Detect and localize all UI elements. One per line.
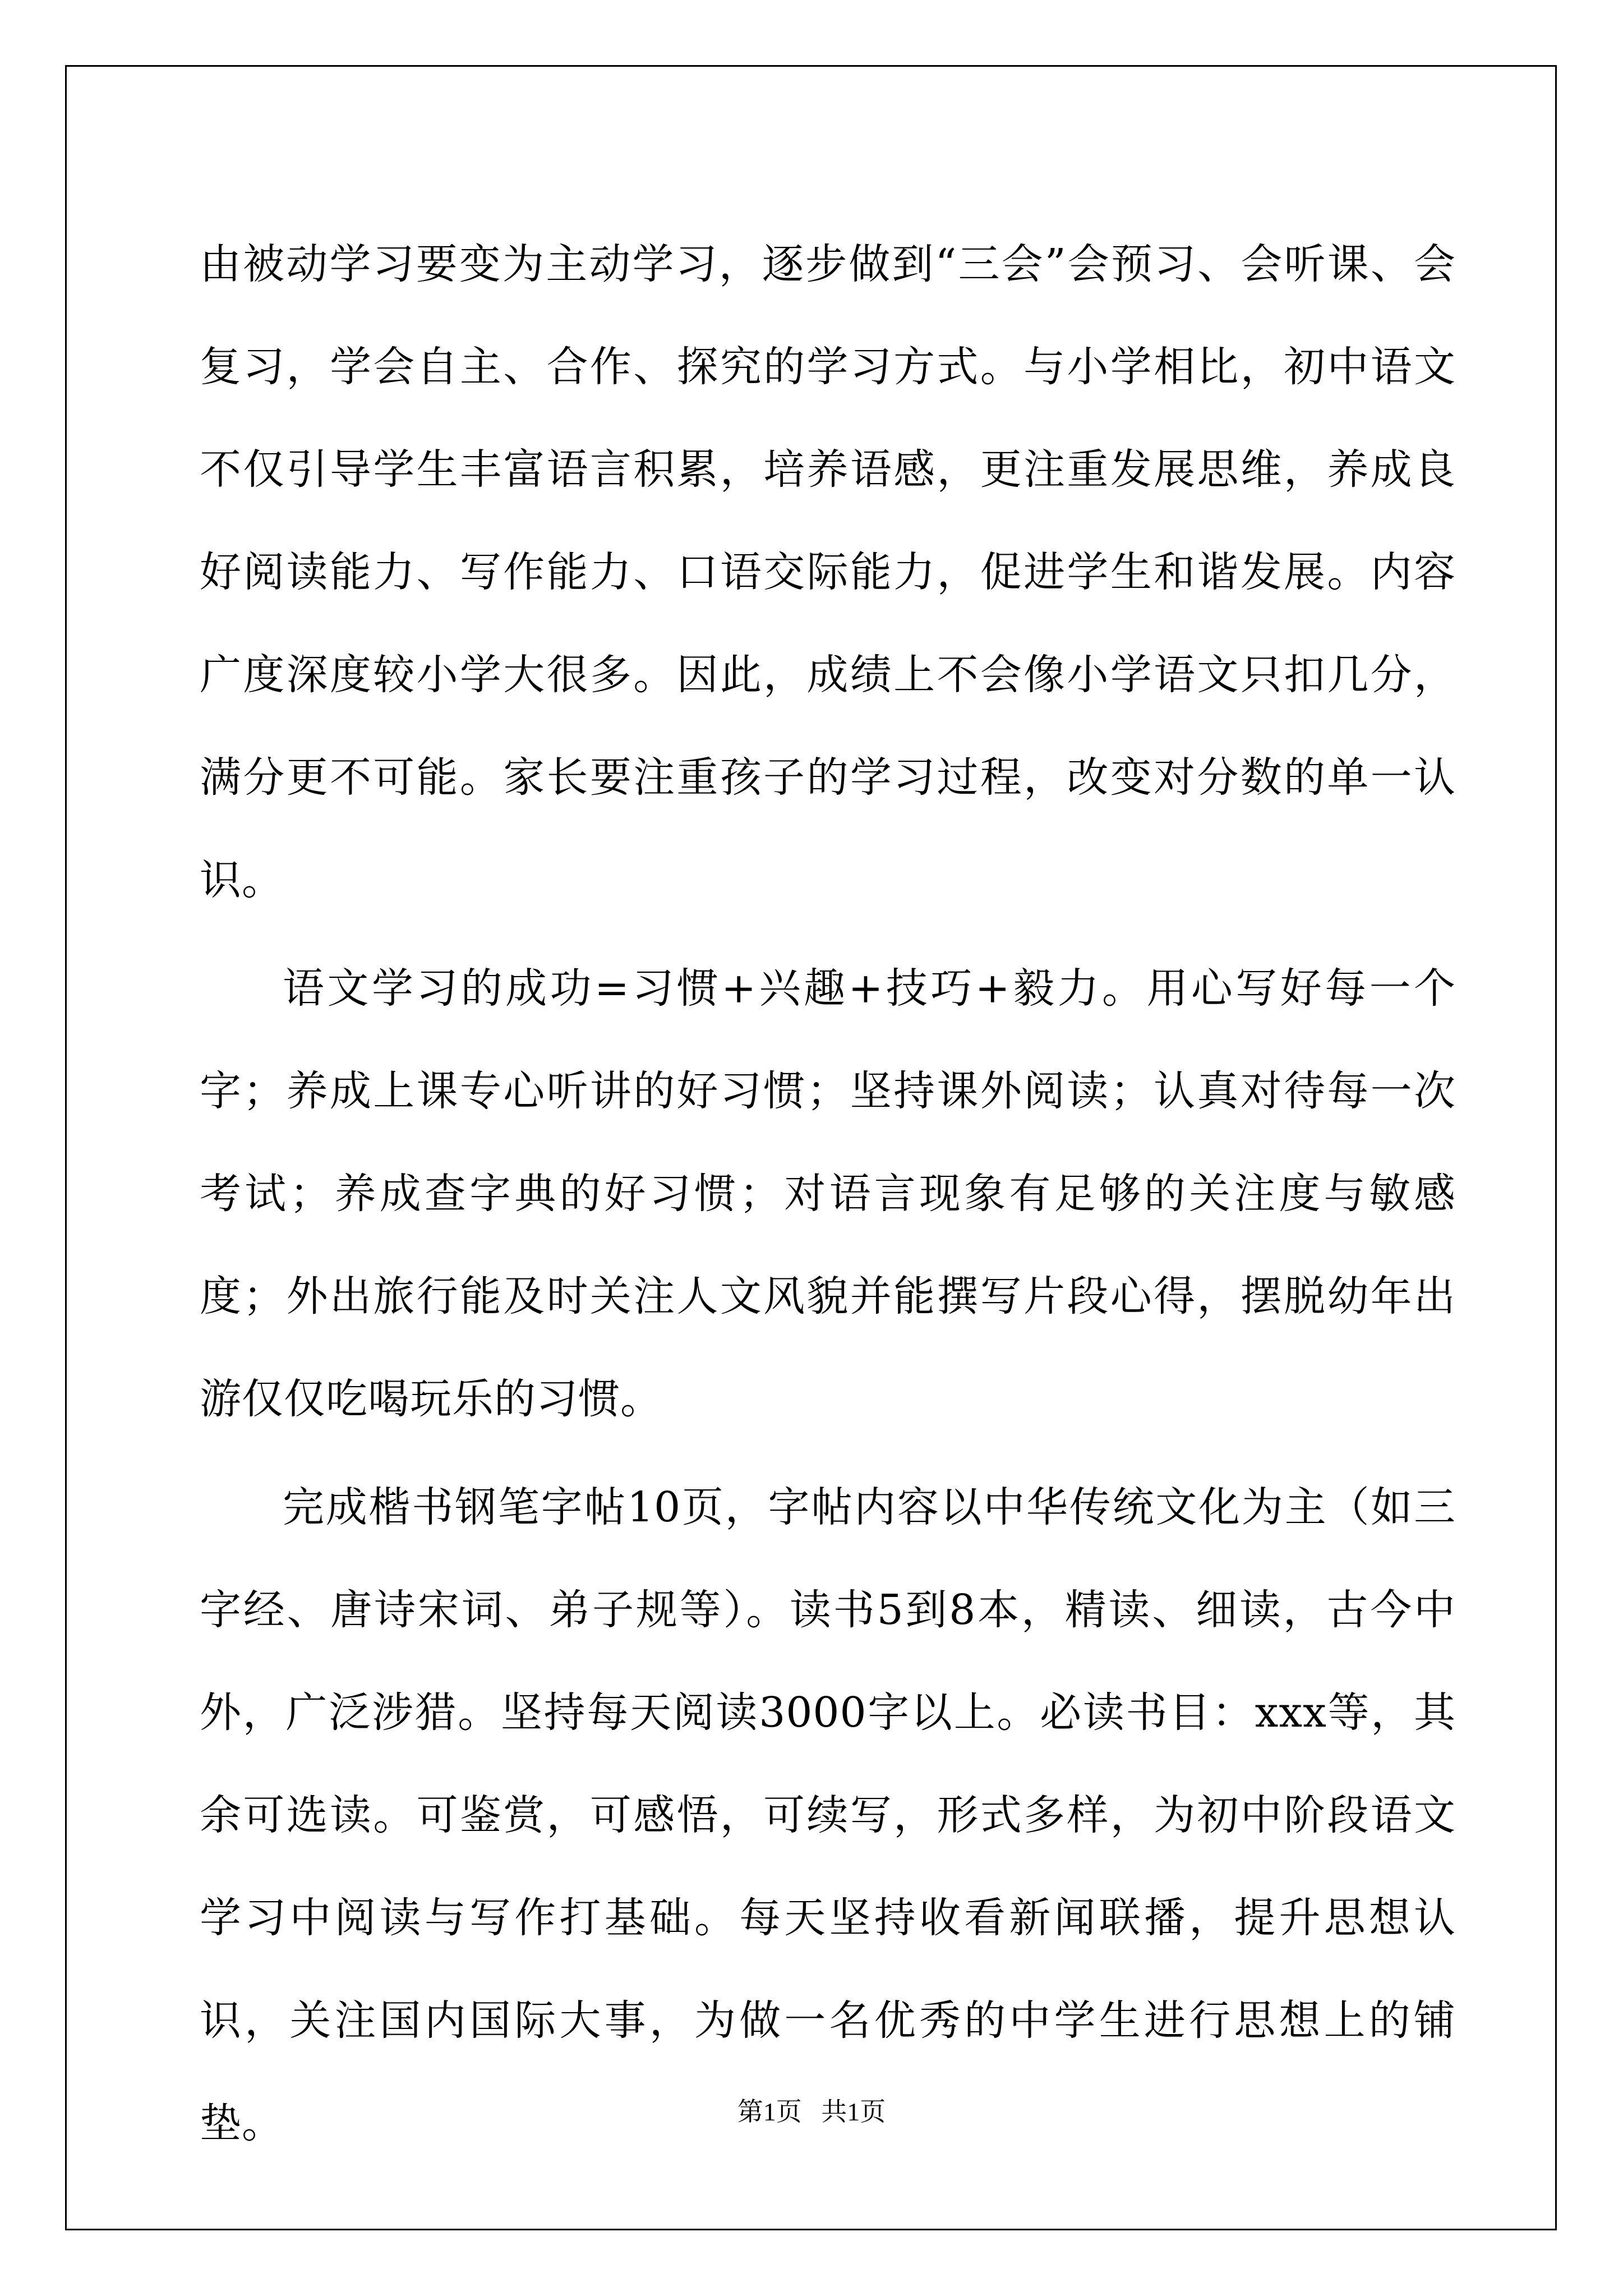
document-body [200,213,1456,2175]
page-number-footer: 第1页 共1页 [737,2097,886,2126]
paragraph: 完成楷书钢笔字帖10页，字帖内容以中华传统文化为主（如三字经、唐诗宋词、弟子规等）。读书5到8本，精读、细读，古今中外，广泛涉猎。坚持每天阅读3000字以上。必读书目：xxx等，其余可选读。可鉴赏，可感悟，可续写，形式多样，为初中阶段语文学习中阅读与写作打基础。每天坚持收看新闻联播，提升思想认识，关注国内国际大事，为做一名优秀的中学生进行思想上的铺垫。 [200,1483,1456,2147]
paragraph: 语文学习的成功=习惯+兴趣+技巧+毅力。用心写好每一个字；养成上课专心听讲的好习惯；坚持课外阅读；认真对待每一次考试；养成查字典的好习惯；对语言现象有足够的关注度与敏感度；外出旅行能及时关注人文风貌并能撰写片段心得，摆脱幼年出游仅仅吃喝玩乐的习惯。 [200,964,1456,1423]
paragraph: 由被动学习要变为主动学习，逐步做到“三会”会预习、会听课、会复习，学会自主、合作、探究的学习方式。与小学相比，初中语文不仅引导学生丰富语言积累，培养语感，更注重发展思维，养成良好阅读能力、写作能力、口语交际能力，促进学生和谐发展。内容广度深度较小学大很多。因此，成绩上不会像小学语文只扣几分，满分更不可能。家长要注重孩子的学习过程，改变对分数的单一认识。 [200,240,1456,904]
